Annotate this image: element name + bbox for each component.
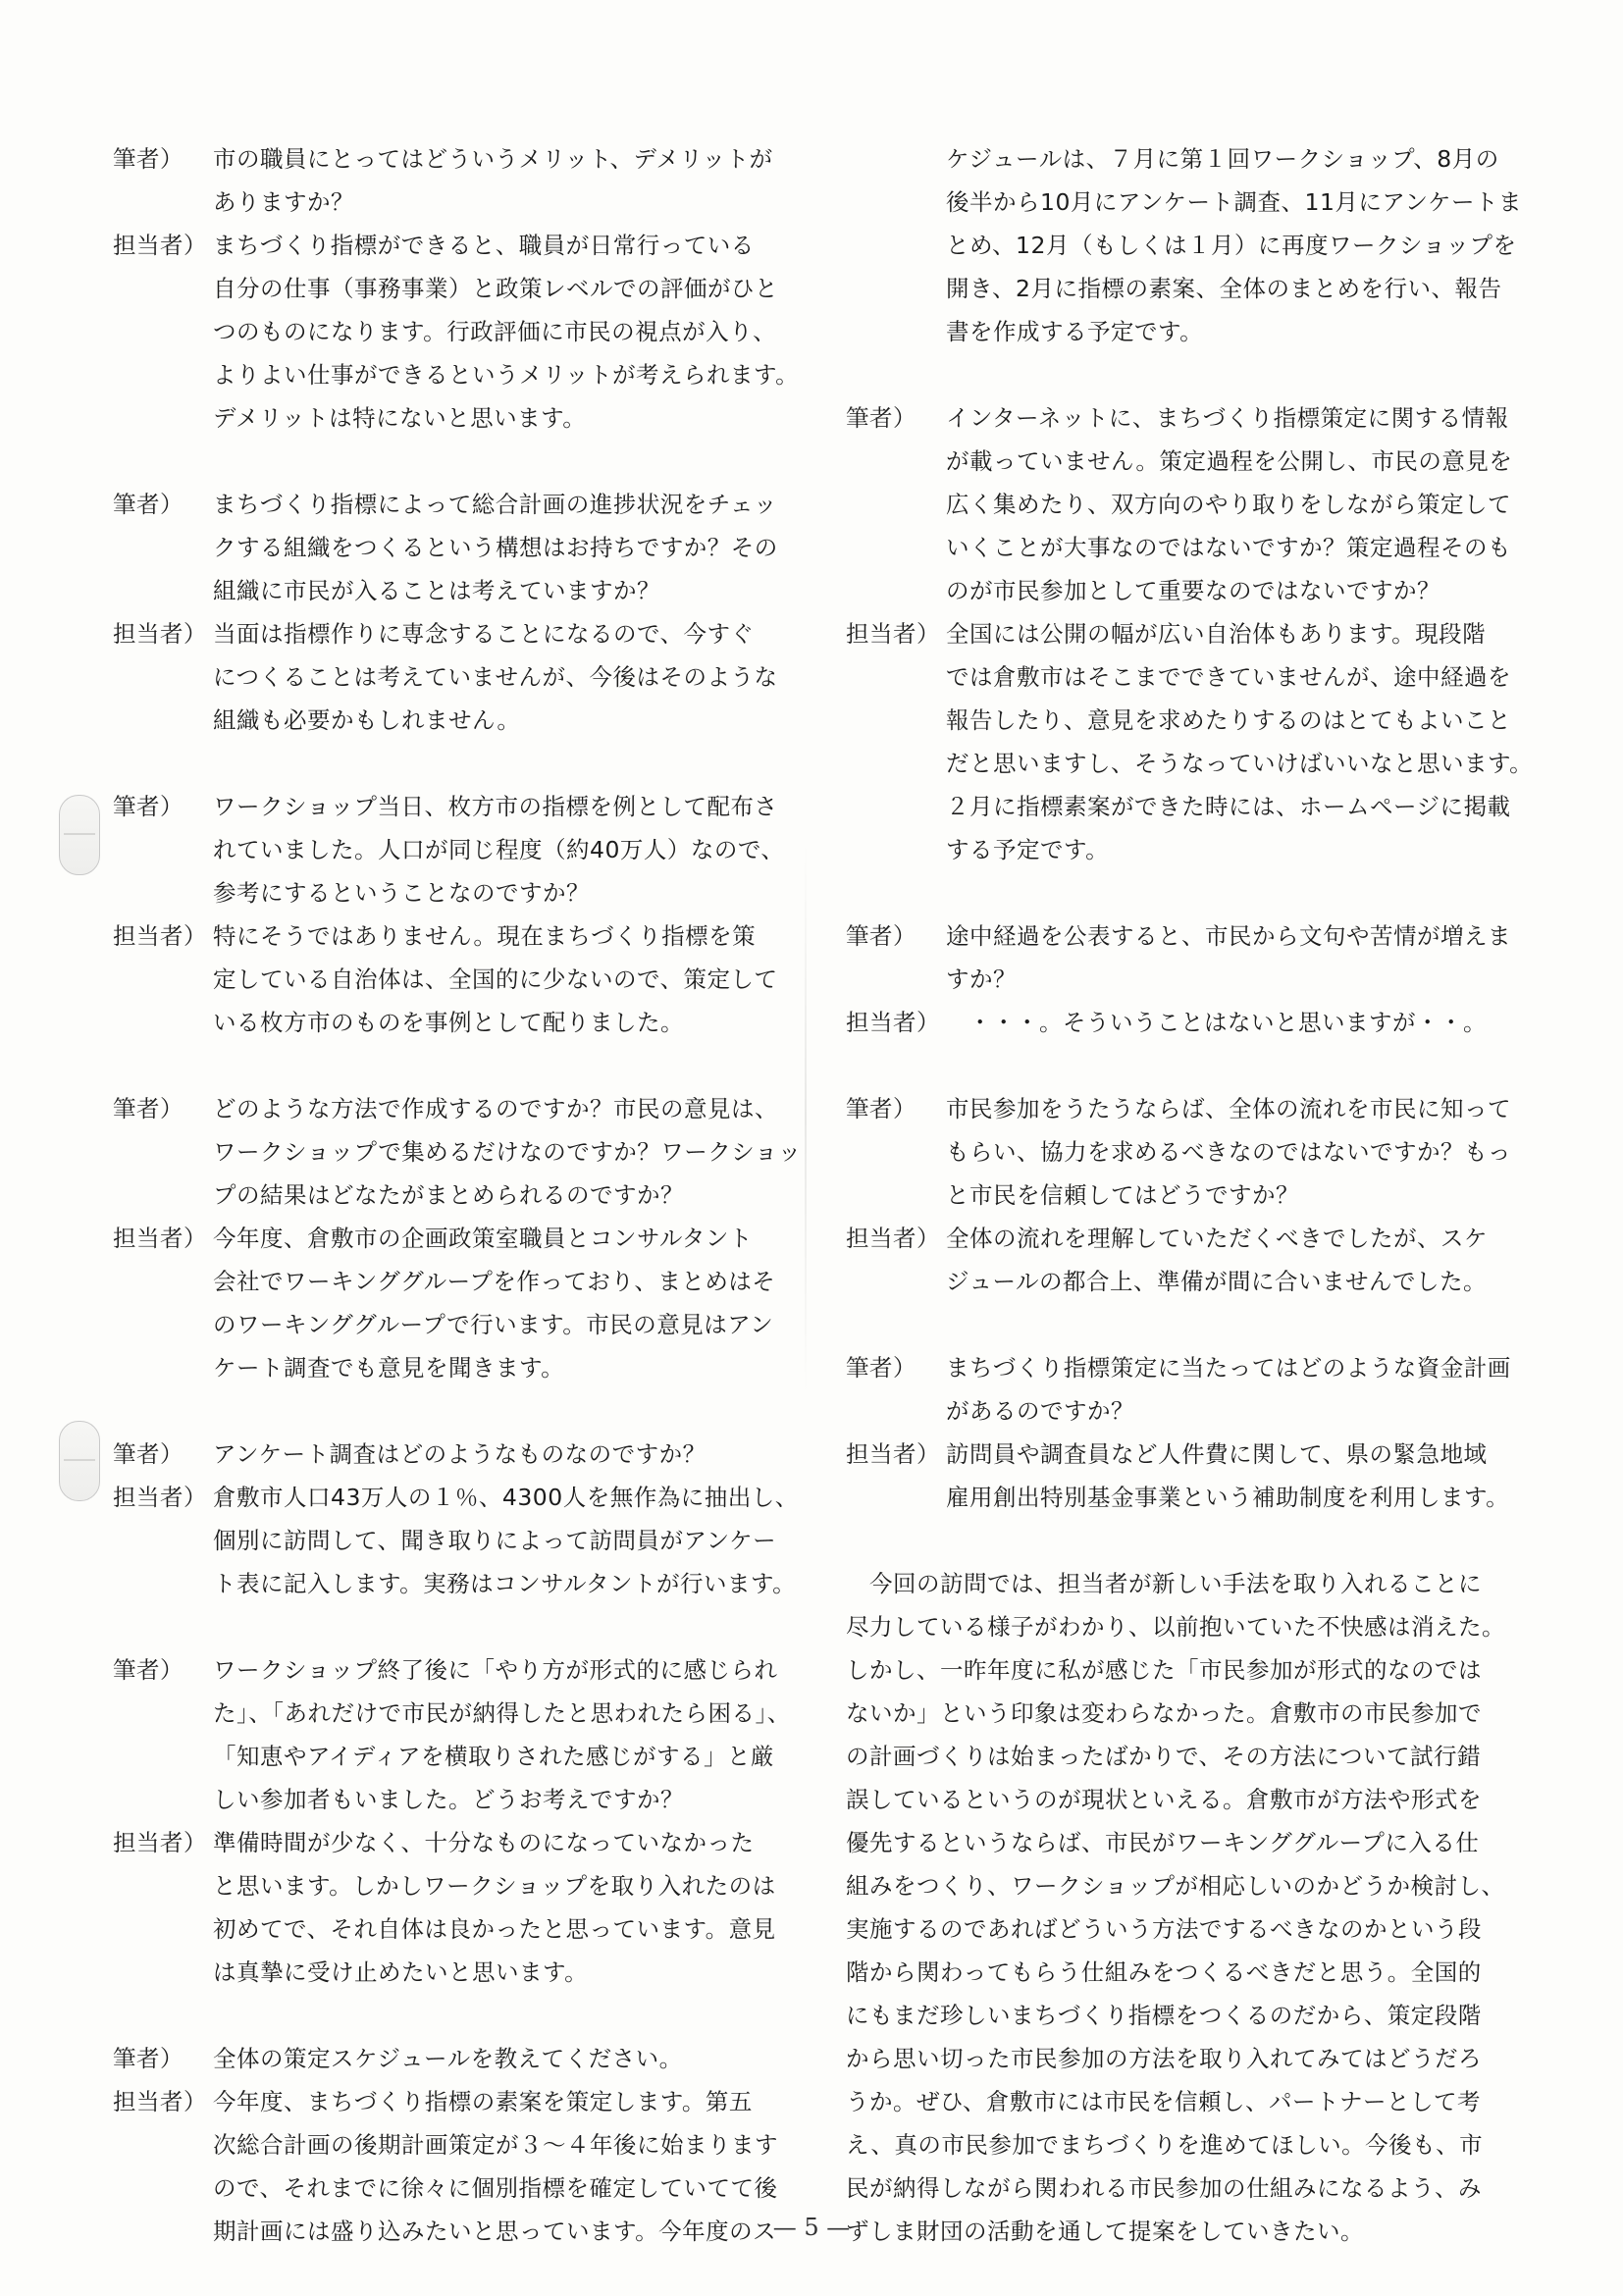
page-crease xyxy=(805,844,807,1393)
text-line: まちづくり指標策定に当たってはどのような資金計画 xyxy=(946,1354,1511,1382)
text-line: 途中経過を公表すると、市民から文句や苦情が増えま xyxy=(946,922,1511,950)
text-line: デメリットは特にないと思います。 xyxy=(213,404,587,432)
text-line: 倉敷市人口43万人の１％、4300人を無作為に抽出し、 xyxy=(213,1484,799,1511)
text-line: する予定です。 xyxy=(946,836,1110,863)
dialogue-entry xyxy=(846,1087,1533,1217)
paragraph-gap xyxy=(846,1519,1533,1562)
text-line: よりよい仕事ができるというメリットが考えられます。 xyxy=(213,361,800,389)
text-line: が載っていません。策定過程を公開し、市民の意見を xyxy=(946,447,1513,475)
speaker-label: 筆者） xyxy=(113,2045,183,2072)
dialogue-text xyxy=(213,137,796,224)
speaker-label xyxy=(846,137,946,353)
speaker-label: 担当者） xyxy=(846,1225,940,1252)
dialogue-entry xyxy=(113,137,796,224)
left-column xyxy=(113,137,802,2253)
text-line: 階から関わってもらう仕組みをつくるべきだと思う。全国的 xyxy=(846,1958,1482,1986)
text-line: 開き、2月に指標の素案、全体のまとめを行い、報告 xyxy=(946,275,1502,302)
dialogue-text xyxy=(213,483,796,612)
text-line: まちづくり指標ができると、職員が日常行っている xyxy=(213,232,755,259)
dialogue-entry xyxy=(113,1217,796,1389)
dialogue-text xyxy=(946,914,1533,1001)
punch-hole-bottom xyxy=(59,1421,100,1501)
dialogue-text xyxy=(946,1087,1533,1217)
paragraph-gap xyxy=(113,1389,796,1433)
dialogue-text xyxy=(946,1346,1533,1433)
text-line: 今年度、まちづくり指標の素案を策定します。第五 xyxy=(213,2088,753,2115)
speaker-label: 筆者） xyxy=(846,1095,916,1122)
speaker-label: 担当者） xyxy=(113,1225,207,1252)
dialogue-text xyxy=(946,1433,1533,1519)
text-line: れていました。人口が同じ程度（約40万人）なので、 xyxy=(213,836,785,863)
text-line: 雇用創出特別基金事業という補助制度を利用します。 xyxy=(946,1484,1510,1511)
dialogue-text xyxy=(213,1433,796,1476)
text-line: 全国には公開の幅が広い自治体もあります。現段階 xyxy=(946,620,1487,648)
text-line: 広く集めたり、双方向のやり取りをしながら策定して xyxy=(946,491,1511,518)
text-line: 今回の訪問では、担当者が新しい手法を取り入れることに xyxy=(846,1570,1482,1597)
text-line: ２月に指標素案ができた時には、ホームページに掲載 xyxy=(946,793,1511,820)
text-line: ので、それまでに徐々に個別指標を確定していてて後 xyxy=(213,2174,778,2202)
dialogue-entry xyxy=(113,785,796,914)
text-line: しい参加者もいました。どうお考えですか？ xyxy=(213,1786,684,1813)
text-line: え、真の市民参加でまちづくりを進めてほしい。今後も、市 xyxy=(846,2131,1484,2159)
text-line: ずしま財団の活動を通して提案をしていきたい。 xyxy=(846,2218,1364,2245)
dialogue-entry xyxy=(113,914,796,1044)
text-line: につくることは考えていませんが、今後はそのような xyxy=(213,663,778,691)
dialogue-text xyxy=(213,914,796,1044)
paragraph-gap xyxy=(113,440,796,483)
text-line: から思い切った市民参加の方法を取り入れてみてはどうだろ xyxy=(846,2045,1482,2072)
text-line: まちづくり指標によって総合計画の進捗状況をチェッ xyxy=(213,491,778,518)
text-line: 参考にするということなのですか？ xyxy=(213,879,590,907)
speaker-label: 担当者） xyxy=(113,1829,207,1856)
speaker-label: 筆者） xyxy=(113,491,183,518)
paragraph-gap xyxy=(846,353,1533,396)
text-line: 尽力している様子がわかり、以前抱いていた不快感は消えた。 xyxy=(846,1613,1505,1641)
text-line: うか。ぜひ、倉敷市には市民を信頼し、パートナーとして考 xyxy=(846,2088,1482,2115)
text-line: ないか」という印象は変わらなかった。倉敷市の市民参加で xyxy=(846,1699,1482,1727)
text-line: ケート調査でも意見を聞きます。 xyxy=(213,1354,565,1382)
text-line: 定している自治体は、全国的に少ないので、策定して xyxy=(213,965,778,993)
speaker-label: 担当者） xyxy=(113,922,207,950)
text-line: 会社でワーキンググループを作っており、まとめはそ xyxy=(213,1268,776,1295)
text-line: 今年度、倉敷市の企画政策室職員とコンサルタント xyxy=(213,1225,753,1252)
paragraph-gap xyxy=(846,1044,1533,1087)
text-line: しかし、一昨年度に私が感じた「市民参加が形式的なのでは xyxy=(846,1656,1482,1684)
dialogue-entry xyxy=(113,1648,796,1821)
text-line: があるのですか？ xyxy=(946,1397,1134,1425)
speaker-label: 筆者） xyxy=(113,1656,183,1684)
text-line: 市の職員にとってはどういうメリット、デメリットが xyxy=(213,145,773,173)
dialogue-entry xyxy=(113,1821,796,1994)
text-line: 書を作成する予定です。 xyxy=(946,318,1204,345)
paragraph-gap xyxy=(113,742,796,785)
punch-hole-top xyxy=(59,795,100,875)
text-line: では倉敷市はそこまでできていませんが、途中経過を xyxy=(946,663,1511,691)
dialogue-text xyxy=(213,785,796,914)
text-line: ト表に記入します。実務はコンサルタントが行います。 xyxy=(213,1570,797,1597)
dialogue-entry xyxy=(846,396,1533,612)
text-line: 訪問員や調査員など人件費に関して、県の緊急地域 xyxy=(946,1440,1488,1468)
text-line: のが市民参加として重要なのではないですか？ xyxy=(946,577,1440,604)
dialogue-text xyxy=(213,612,796,742)
speaker-label: 担当者） xyxy=(113,1484,207,1511)
dialogue-text xyxy=(213,1821,796,1994)
dialogue-text xyxy=(946,137,1533,353)
right-column xyxy=(846,137,1533,2253)
dialogue-text xyxy=(213,1648,796,1821)
paragraph-gap xyxy=(113,1994,796,2037)
speaker-label: 筆者） xyxy=(113,145,183,173)
text-line: 自分の仕事（事務事業）と政策レベルでの評価がひと xyxy=(213,275,778,302)
text-line: にもまだ珍しいまちづくり指標をつくるのだから、策定段階 xyxy=(846,2002,1482,2029)
paragraph-gap xyxy=(846,1303,1533,1346)
text-line: 全体の策定スケジュールを教えてください。 xyxy=(213,2045,683,2072)
dialogue-entry xyxy=(113,1087,802,1217)
speaker-label: 筆者） xyxy=(113,1095,183,1122)
text-line: ワークショップで集めるだけなのですか？ワークショッ xyxy=(213,1138,802,1166)
text-line: とめ、12月（もしくは１月）に再度ワークショップを xyxy=(946,232,1517,259)
text-line: ケジュールは、７月に第１回ワークショップ、8月の xyxy=(946,145,1499,173)
text-line: のワーキンググループで行います。市民の意見はアン xyxy=(213,1311,774,1338)
text-line: 誤しているというのが現状といえる。倉敷市が方法や形式を xyxy=(846,1786,1482,1813)
dialogue-text xyxy=(946,612,1533,871)
text-line: の計画づくりは始まったばかりで、その方法について試行錯 xyxy=(846,1743,1482,1770)
text-line: 特にそうではありません。現在まちづくり指標を策 xyxy=(213,922,757,950)
text-line: どのような方法で作成するのですか？市民の意見は、 xyxy=(213,1095,778,1122)
dialogue-entry xyxy=(113,1433,796,1476)
text-line: ありますか？ xyxy=(213,188,354,216)
text-line: 当面は指標作りに専念することになるので、今すぐ xyxy=(213,620,755,648)
text-line: 個別に訪問して、聞き取りによって訪問員がアンケー xyxy=(213,1527,777,1554)
dialogue-entry xyxy=(846,612,1533,871)
text-line: アンケート調査はどのようなものなのですか？ xyxy=(213,1440,707,1468)
text-line: いる枚方市のものを事例として配りました。 xyxy=(213,1009,684,1036)
dialogue-entry xyxy=(113,483,796,612)
dialogue-entry xyxy=(846,914,1533,1001)
dialogue-text xyxy=(213,2037,796,2080)
text-line: 「知恵やアイディアを横取りされた感じがする」と厳 xyxy=(213,1743,775,1770)
text-line: 実施するのであればどういう方法でするべきなのかという段 xyxy=(846,1915,1482,1943)
dialogue-text xyxy=(213,1476,799,1605)
dialogue-text xyxy=(213,224,799,440)
text-line: インターネットに、まちづくり指標策定に関する情報 xyxy=(946,404,1509,432)
dialogue-entry xyxy=(113,2037,796,2080)
text-line: 期計画には盛り込みたいと思っています。今年度のス xyxy=(213,2218,777,2245)
text-line: 民が納得しながら関われる市民参加の仕組みになるよう、み xyxy=(846,2174,1482,2202)
speaker-label: 筆者） xyxy=(113,793,183,820)
speaker-label: 担当者） xyxy=(846,1440,940,1468)
text-line: 組みをつくり、ワークショップが相応しいのかどうか検討し、 xyxy=(846,1872,1505,1900)
text-line: と思います。しかしワークショップを取り入れたのは xyxy=(213,1872,776,1900)
text-line: いくことが大事なのではないですか？策定過程そのも xyxy=(946,534,1511,561)
page-number: — 5 — xyxy=(772,2214,851,2241)
speaker-label: 担当者） xyxy=(113,232,207,259)
paragraph-gap xyxy=(113,1044,796,1087)
speaker-label: 担当者） xyxy=(846,1009,940,1036)
dialogue-entry xyxy=(113,224,800,440)
dialogue-text xyxy=(946,1217,1533,1303)
dialogue-entry xyxy=(846,137,1533,353)
dialogue-entry xyxy=(846,1217,1533,1303)
speaker-label: 筆者） xyxy=(846,1354,916,1382)
text-line: つのものになります。行政評価に市民の視点が入り、 xyxy=(213,318,777,345)
text-line: すか？ xyxy=(946,965,1017,993)
closing-paragraph xyxy=(846,1562,1533,2253)
dialogue-entry xyxy=(846,1346,1533,1433)
dialogue-text xyxy=(213,1087,802,1217)
dialogue-text xyxy=(946,396,1533,612)
text-line: もらい、協力を求めるべきなのではないですか？もっ xyxy=(946,1138,1511,1166)
text-line: プの結果はどなたがまとめられるのですか？ xyxy=(213,1181,684,1209)
text-line: ・・・。そういうことはないと思いますが・・。 xyxy=(969,1009,1487,1036)
speaker-label: 筆者） xyxy=(846,922,916,950)
text-line: 全体の流れを理解していただくべきでしたが、スケ xyxy=(946,1225,1488,1252)
speaker-label: 担当者） xyxy=(113,2088,207,2115)
speaker-label: 筆者） xyxy=(846,404,916,432)
text-line: 後半から10月にアンケート調査、11月にアンケートま xyxy=(946,188,1522,216)
text-line: は真摯に受け止めたいと思います。 xyxy=(213,1958,589,1986)
text-line: ワークショップ当日、枚方市の指標を例として配布さ xyxy=(213,793,778,820)
paragraph-gap xyxy=(846,871,1533,914)
text-line: 優先するというならば、市民がワーキンググループに入る仕 xyxy=(846,1829,1480,1856)
text-line: だと思いますし、そうなっていけばいいなと思います。 xyxy=(946,750,1534,777)
dialogue-text xyxy=(213,1217,796,1389)
text-line: 組織も必要かもしれません。 xyxy=(213,706,521,734)
speaker-label: 筆者） xyxy=(113,1440,183,1468)
speaker-label: 担当者） xyxy=(846,620,940,648)
text-line: 次総合計画の後期計画策定が３～４年後に始まります xyxy=(213,2131,778,2159)
paragraph-gap xyxy=(113,1605,796,1648)
text-line: ワークショップ終了後に「やり方が形式的に感じられ xyxy=(213,1656,778,1684)
text-line: 市民参加をうたうならば、全体の流れを市民に知って xyxy=(946,1095,1511,1122)
dialogue-text xyxy=(969,1001,1533,1044)
text-line: 報告したり、意見を求めたりするのはとてもよいこと xyxy=(946,706,1511,734)
text-line: と市民を信頼してはどうですか？ xyxy=(946,1181,1299,1209)
text-line: 準備時間が少なく、十分なものになっていなかった xyxy=(213,1829,755,1856)
text-line: 組織に市民が入ることは考えていますか？ xyxy=(213,577,660,604)
text-line: 初めてで、それ自体は良かったと思っています。意見 xyxy=(213,1915,776,1943)
text-line: クする組織をつくるという構想はお持ちですか？その xyxy=(213,534,778,561)
dialogue-entry xyxy=(113,612,796,742)
dialogue-entry xyxy=(846,1001,1533,1044)
text-line: ジュールの都合上、準備が間に合いませんでした。 xyxy=(946,1268,1488,1295)
dialogue-entry xyxy=(846,1433,1533,1519)
speaker-label: 担当者） xyxy=(113,620,207,648)
dialogue-entry xyxy=(113,1476,799,1605)
text-line: た」、「あれだけで市民が納得したと思われたら困る」、 xyxy=(213,1699,791,1727)
